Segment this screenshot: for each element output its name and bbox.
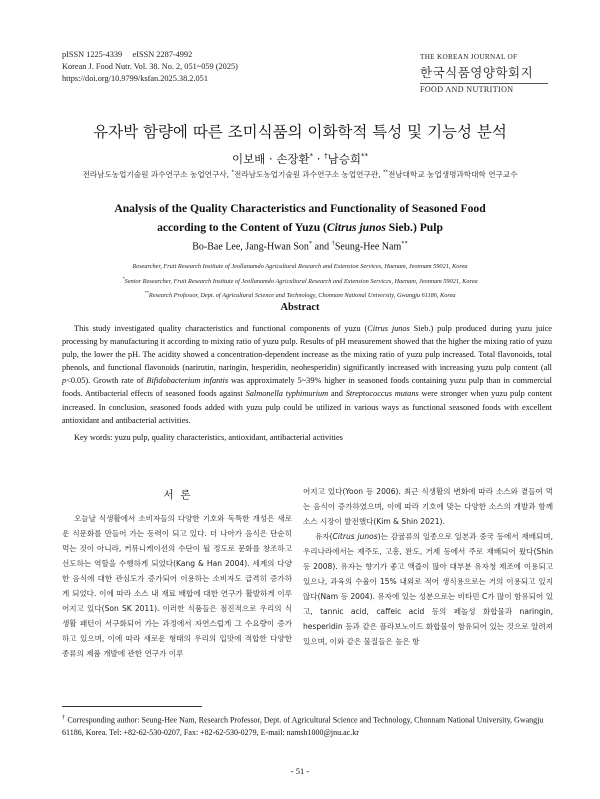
authors-en-and: and	[312, 241, 332, 253]
abstract-italic: Citrus junos	[367, 324, 410, 333]
author-en-3: Seung-Hee Nam	[334, 241, 402, 253]
footnote-text: Corresponding author: Seung-Hee Nam, Research Professor, Dept. of Agricultural Science and Technology, Chonnam National University, Gwangju 61186, Korea. Tel: +82-62-530-0207, Fax: +82-62-530-0279, E-mail: namsh1000@jnu.ac.kr	[62, 715, 544, 737]
abstract-text: was approximately 5~39% higher in seasoned foods containing yuzu pulp than in commercial foods. Antibacterial effects of seasoned foods against	[62, 376, 552, 399]
author-en-3-mark: **	[401, 240, 408, 247]
abstract-heading: Abstract	[280, 302, 320, 313]
authors-korean	[0, 151, 600, 167]
abstract-text: <0.05). Growth rate of	[66, 376, 147, 386]
affil-en-2: Senior Researcher, Fruit Research Institute of Jeollanamdo Agricultural Research and Extension Services, Haenam, Jeonnam 59021, Korea	[124, 277, 478, 285]
affil-kr-3: 전남대학교 농업생명과학대학 연구교수	[388, 170, 518, 179]
doi-link[interactable]: https://doi.org/10.9799/ksfan.2025.38.2.051	[62, 74, 208, 83]
issn-line: pISSN 1225-4339 eISSN 2287-4992	[62, 50, 193, 59]
affiliations-english	[40, 261, 560, 302]
title-en-line2-pre: according to the Content of Yuzu (	[157, 221, 327, 234]
author-en-2-mark: *	[308, 240, 313, 247]
journal-name-en-bottom: FOOD AND NUTRITION	[420, 83, 548, 94]
keywords: Key words: yuzu pulp, quality characteristics, antioxidant, antibacterial activities	[74, 433, 343, 442]
abstract-text: Sieb.) pulp produced during yuzu juice processing by manufacturing it according to mixing ratio of yuzu pulp. Results of pH measurement showed that the higher the mixing ratio of yuzu pulp, the lower the pH. The acidity showed a concentration-dependent increase as the mixing ratio of yuzu pulp increased. Total flavonoids, total phenols, and functional flavonoids (narirutin, naringin, hesperidin, neohesperidin) significantly increased with increasing yuzu pulp content (all	[62, 324, 552, 373]
affil-en-2-mark: *	[122, 275, 125, 281]
abstract-body	[62, 322, 552, 427]
author-kr-2: 손장환	[276, 152, 310, 166]
footnote-dagger: †	[62, 714, 66, 721]
affil-kr-2: 전라남도농업기술원 과수연구소 농업연구관,	[233, 170, 384, 179]
intro-paragraph-1: 오늘날 식생활에서 소비자들의 다양한 기호와 독특한 개성은 새로운 식문화를 만들어 가는 동력이 되고 있다. 더 나아가 음식은 단순히 먹는 것이 아니라, 커뮤니케이션의 수단이 될 정도로 문화를 창조하고 선도하는 역할을 수행하게 되었다(Kang & Han 2004). 세계의 다양한 음식에 대한 관심도가 증가되어 이용하는 소비자도 급격히 증가하게 되었다. 이에 따라 소스 내 재료 배합에 대한 연구가 활발하게 이루어지고 있다(Son SK 2011). 이러한 식품들은 점진적으로 우리의 식생활 패턴이 서구화되어 가는 과정에서 자연스럽게 그 수요량이 증가하고 있으며, 이에 따라 새로운 형태의 우리의 입맛에 적합한 다양한 종류의 제품 개발에 관한 연구가 이루	[62, 514, 292, 658]
abstract-text: were stronger when yuzu pulp content increased. In conclusion, seasoned foods added with yuzu pulp could be utilized in various ways as functional seasoned foods with excellent antioxidant and antibacterial activities.	[62, 389, 553, 425]
intro-p2-text: )는 감귤류의 일종으로 일본과 중국 등에서 재배되며, 우리나라에서는 제주도, 고흥, 완도, 거제 등에서 주로 재배되어 왔다(Shin 등 2008). 유자는 향기가 좋고 액즙이 많아 대부분 유자청 제조에 이용되고 있으나, 과육의 수율이 15% 내외로 적어 생식용으로는 거의 이용되고 있지 않다(Nam 등 2004). 유자에 있는 성분으로는 비타민 C가 많이 함유되어 있고, tannic acid, caffeic acid 등의 페놀성 화합물과 naringin, hesperidin 등과 같은 플라보노이드 화합물이 함유되어 있는 것으로 알려져 있으며, 이와 같은 물질들은 높은 항	[303, 532, 553, 646]
author-separator: ·	[313, 152, 325, 166]
abstract-text: and	[328, 389, 346, 399]
journal-logo	[420, 53, 548, 94]
affil-kr-3-mark: **	[383, 169, 389, 176]
section-heading-intro: 서 론	[163, 489, 191, 501]
abstract-italic: Streptococcus mutans	[345, 389, 419, 399]
journal-name-kr: 한국식품영양학회지	[420, 65, 534, 80]
citation-line: Korean J. Food Nutr. Vol. 38. No. 2, 051~059 (2025)	[62, 62, 238, 71]
journal-header-info	[62, 49, 238, 85]
affil-kr-2-mark: *	[231, 169, 234, 176]
authors-en-12: Bo-Bae Lee, Jang-Hwan Son	[192, 241, 309, 253]
affiliations-korean	[40, 169, 560, 180]
intro-p2-italic: Citrus junos	[332, 532, 378, 541]
affil-en-3: Research Professor, Dept. of Agricultural Science and Technology, Chonnam National University, Gwangju 61186, Korea	[148, 292, 456, 300]
author-kr-3-mark: **	[360, 152, 368, 161]
author-kr-2-mark: *	[309, 152, 314, 161]
affil-en-2-row	[40, 273, 560, 288]
abstract-italic: Salmonella typhimurium	[245, 389, 329, 399]
abstract-italic: Bifidobacterium infantis	[146, 376, 229, 386]
title-en-line2	[40, 218, 560, 237]
abstract-italic: p	[62, 376, 67, 386]
author-en-3-dagger: †	[331, 240, 335, 247]
journal-name-en-top: THE KOREAN JOURNAL OF	[420, 53, 518, 61]
paper-title-korean: 유자박 함량에 따른 조미식품의 이화학적 특성 및 기능성 분석	[93, 123, 507, 141]
title-en-line1: Analysis of the Quality Characteristics and Functionality of Seasoned Food	[114, 202, 486, 215]
intro-paragraph-1-cont: 어지고 있다(Yoon 등 2006). 최근 식생활의 변화에 따라 소스와 곁들여 먹는 음식이 증가하였으며, 이에 따라 기호에 맞는 다양한 소스의 개발과 함께 소스 시장이 발전했다(Kim & Shin 2021).	[303, 487, 553, 526]
corresponding-author-footnote	[62, 712, 552, 739]
abstract-text: This study investigated quality characteristics and functional components of yuzu (	[74, 324, 368, 333]
intro-p2-text: 유자(	[315, 532, 333, 541]
affil-en-3-mark: **	[144, 290, 149, 296]
authors-english	[0, 240, 600, 252]
footnote-divider	[62, 706, 202, 707]
title-en-line2-post: Sieb.) Pulp	[385, 221, 443, 234]
intro-paragraph-2	[303, 529, 553, 649]
author-kr-3-dagger: †	[324, 152, 328, 161]
author-kr-1: 이보배	[232, 152, 266, 166]
affil-en-1: Researcher, Fruit Research Institute of Jeollanamdo Agricultural Research and Extension Services, Haenam, Jeonnam 59021, Korea	[132, 263, 468, 270]
author-separator: ·	[265, 152, 277, 166]
paper-title-english	[40, 199, 560, 237]
affil-en-3-row	[40, 287, 560, 302]
page-number: - 51 -	[290, 766, 310, 776]
author-kr-3: 남승희	[327, 152, 361, 166]
affil-kr-1: 전라남도농업기술원 과수연구소 농업연구사,	[82, 170, 232, 179]
body-column-left	[62, 511, 292, 661]
body-column-right	[303, 484, 553, 649]
title-en-species: Citrus junos	[326, 221, 386, 234]
